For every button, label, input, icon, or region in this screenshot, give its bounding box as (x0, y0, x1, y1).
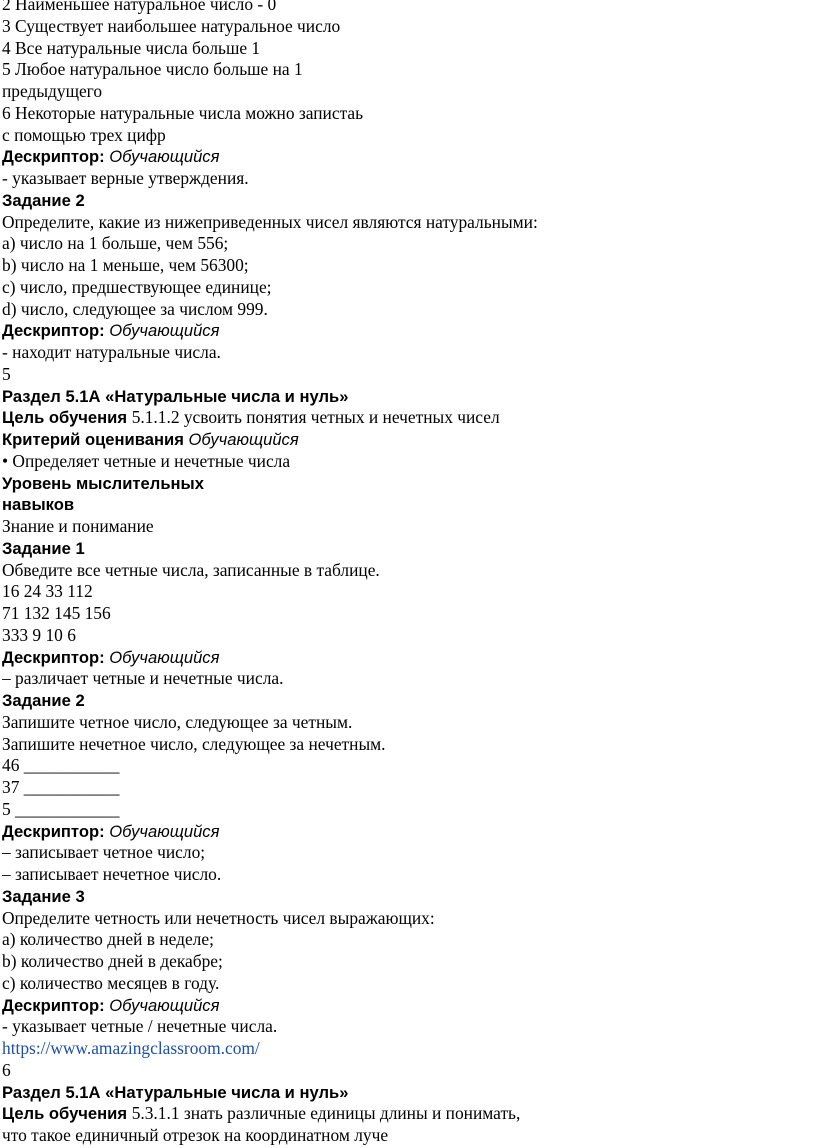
text-line (2, 864, 812, 886)
text-line (2, 842, 812, 864)
text: - указывает четные / нечетные числа. (2, 1016, 278, 1037)
text-line (2, 320, 812, 342)
text-line (2, 1060, 812, 1082)
text: - находит натуральные числа. (2, 342, 221, 362)
text-line (2, 973, 812, 995)
text-line (2, 886, 812, 908)
text: b) количество дней в декабре; (2, 951, 223, 971)
text-line (2, 538, 812, 560)
italic-text: Обучающийся (109, 821, 220, 841)
text: Запишите нечетное число, следующее за нечетным. (2, 733, 386, 754)
text-line (2, 755, 812, 777)
text-line (2, 190, 812, 212)
bold-text: Дескриптор: (2, 821, 110, 841)
text-line (2, 668, 812, 690)
text-line (2, 0, 812, 16)
text: – различает четные и нечетные числа. (2, 668, 284, 689)
text-line (2, 1038, 812, 1060)
text-line (2, 59, 812, 81)
text: 16 24 33 112 (2, 581, 93, 602)
text: Запишите четное число, следующее за четным. (2, 711, 353, 732)
text: 4 Все натуральные числа больше 1 (2, 37, 261, 58)
text: 5 Любое натуральное число больше на 1 (2, 59, 303, 80)
text-line (2, 168, 812, 190)
text-line (2, 929, 812, 951)
text: 5 ____________ (2, 798, 120, 819)
text: - указывает верные утверждения. (2, 168, 249, 188)
bold-text: Задание 1 (2, 538, 85, 558)
text: 6 (2, 1059, 11, 1080)
bold-text: Критерий оценивания (2, 430, 189, 449)
text-line (2, 38, 812, 60)
text: 37 ___________ (2, 777, 120, 797)
text-line (2, 473, 812, 495)
text: c) количество месяцев в году. (2, 972, 220, 993)
text-line (2, 212, 812, 234)
italic-text: Обучающийся (109, 321, 220, 341)
text-line (2, 995, 812, 1017)
italic-text: Обучающийся (109, 147, 220, 167)
text-line (2, 364, 812, 386)
text: Определите четность или нечетность чисел выражающих: (2, 907, 435, 928)
text-line (2, 233, 812, 255)
text-line (2, 342, 812, 364)
bold-text: навыков (2, 495, 75, 515)
bold-text: Задание 3 (2, 886, 85, 906)
bold-text: Дескриптор: (2, 647, 110, 667)
text-line (2, 777, 812, 799)
text: а) количество дней в неделе; (2, 929, 214, 950)
text: 2 Наименьшее натуральное число - 0 (2, 0, 277, 14)
text-line (2, 821, 812, 843)
text: – записывает нечетное число. (2, 864, 222, 884)
text: Обведите все четные числа, записанные в таблице. (2, 559, 380, 580)
text: • Определяет четные и нечетные числа (2, 450, 291, 471)
text: а) число на 1 больше, чем 556; (2, 233, 229, 254)
text: Знание и понимание (2, 516, 154, 536)
text-line (2, 103, 812, 125)
text: 6 Некоторые натуральные числа можно запистаь (2, 102, 364, 123)
text-line (2, 386, 812, 408)
text: 46 ___________ (2, 755, 120, 776)
text-line (2, 647, 812, 669)
text: b) число на 1 меньше, чем 56300; (2, 255, 249, 275)
text: 333 9 10 6 (2, 624, 76, 645)
text-line (2, 451, 812, 473)
bold-text: Дескриптор: (2, 321, 110, 341)
bold-text: Дескриптор: (2, 147, 110, 167)
text-line (2, 1082, 812, 1104)
text-line (2, 277, 812, 299)
text-line (2, 1125, 812, 1147)
document-page (2, 0, 812, 1147)
text: 3 Существует наибольшее натуральное число (2, 15, 341, 36)
text-line (2, 734, 812, 756)
text-line (2, 1103, 812, 1125)
text-line (2, 494, 812, 516)
text-line (2, 560, 812, 582)
text-line (2, 603, 812, 625)
text: 5 (2, 363, 11, 384)
text: c) число, предшествующее единице; (2, 276, 272, 297)
bold-text: Уровень мыслительных (2, 473, 204, 493)
text-line (2, 908, 812, 930)
text: 5.3.1.1 знать различные единицы длины и понимать, (131, 1103, 521, 1124)
bold-text: Дескриптор: (2, 995, 110, 1015)
text-line (2, 799, 812, 821)
text-line (2, 125, 812, 147)
italic-text: Обучающийся (109, 647, 220, 667)
text-line (2, 255, 812, 277)
bold-text: Раздел 5.1А «Натуральные числа и нуль» (2, 1082, 349, 1102)
bold-text: Раздел 5.1А «Натуральные числа и нуль» (2, 386, 349, 406)
text: Определите, какие из нижеприведенных чисел являются натуральными: (2, 211, 538, 232)
bold-text: Цель обучения (2, 408, 132, 428)
text: что такое единичный отрезок на координатном луче (2, 1125, 389, 1145)
bold-text: Задание 2 (2, 691, 85, 710)
text-line (2, 581, 812, 603)
bold-text: Цель обучения (2, 1104, 132, 1124)
text-line (2, 407, 812, 429)
link[interactable]: https://www.amazingclassroom.com/ (2, 1038, 260, 1058)
text-line (2, 429, 812, 451)
italic-text: Обучающийся (188, 430, 299, 449)
text-line (2, 516, 812, 538)
text-line (2, 146, 812, 168)
text-line (2, 690, 812, 712)
bold-text: Задание 2 (2, 190, 85, 210)
text-line (2, 16, 812, 38)
text: d) число, следующее за числом 999. (2, 298, 268, 319)
text-line (2, 951, 812, 973)
text: с помощью трех цифр (2, 124, 166, 145)
italic-text: Обучающийся (109, 995, 220, 1015)
text-line (2, 1016, 812, 1038)
text-line (2, 81, 812, 103)
text-line (2, 712, 812, 734)
text-line (2, 299, 812, 321)
text-line (2, 625, 812, 647)
text: 5.1.1.2 усвоить понятия четных и нечетных чисел (131, 407, 500, 428)
text: 71 132 145 156 (2, 603, 111, 623)
text: – записывает четное число; (2, 842, 206, 863)
text: предыдущего (2, 81, 103, 101)
